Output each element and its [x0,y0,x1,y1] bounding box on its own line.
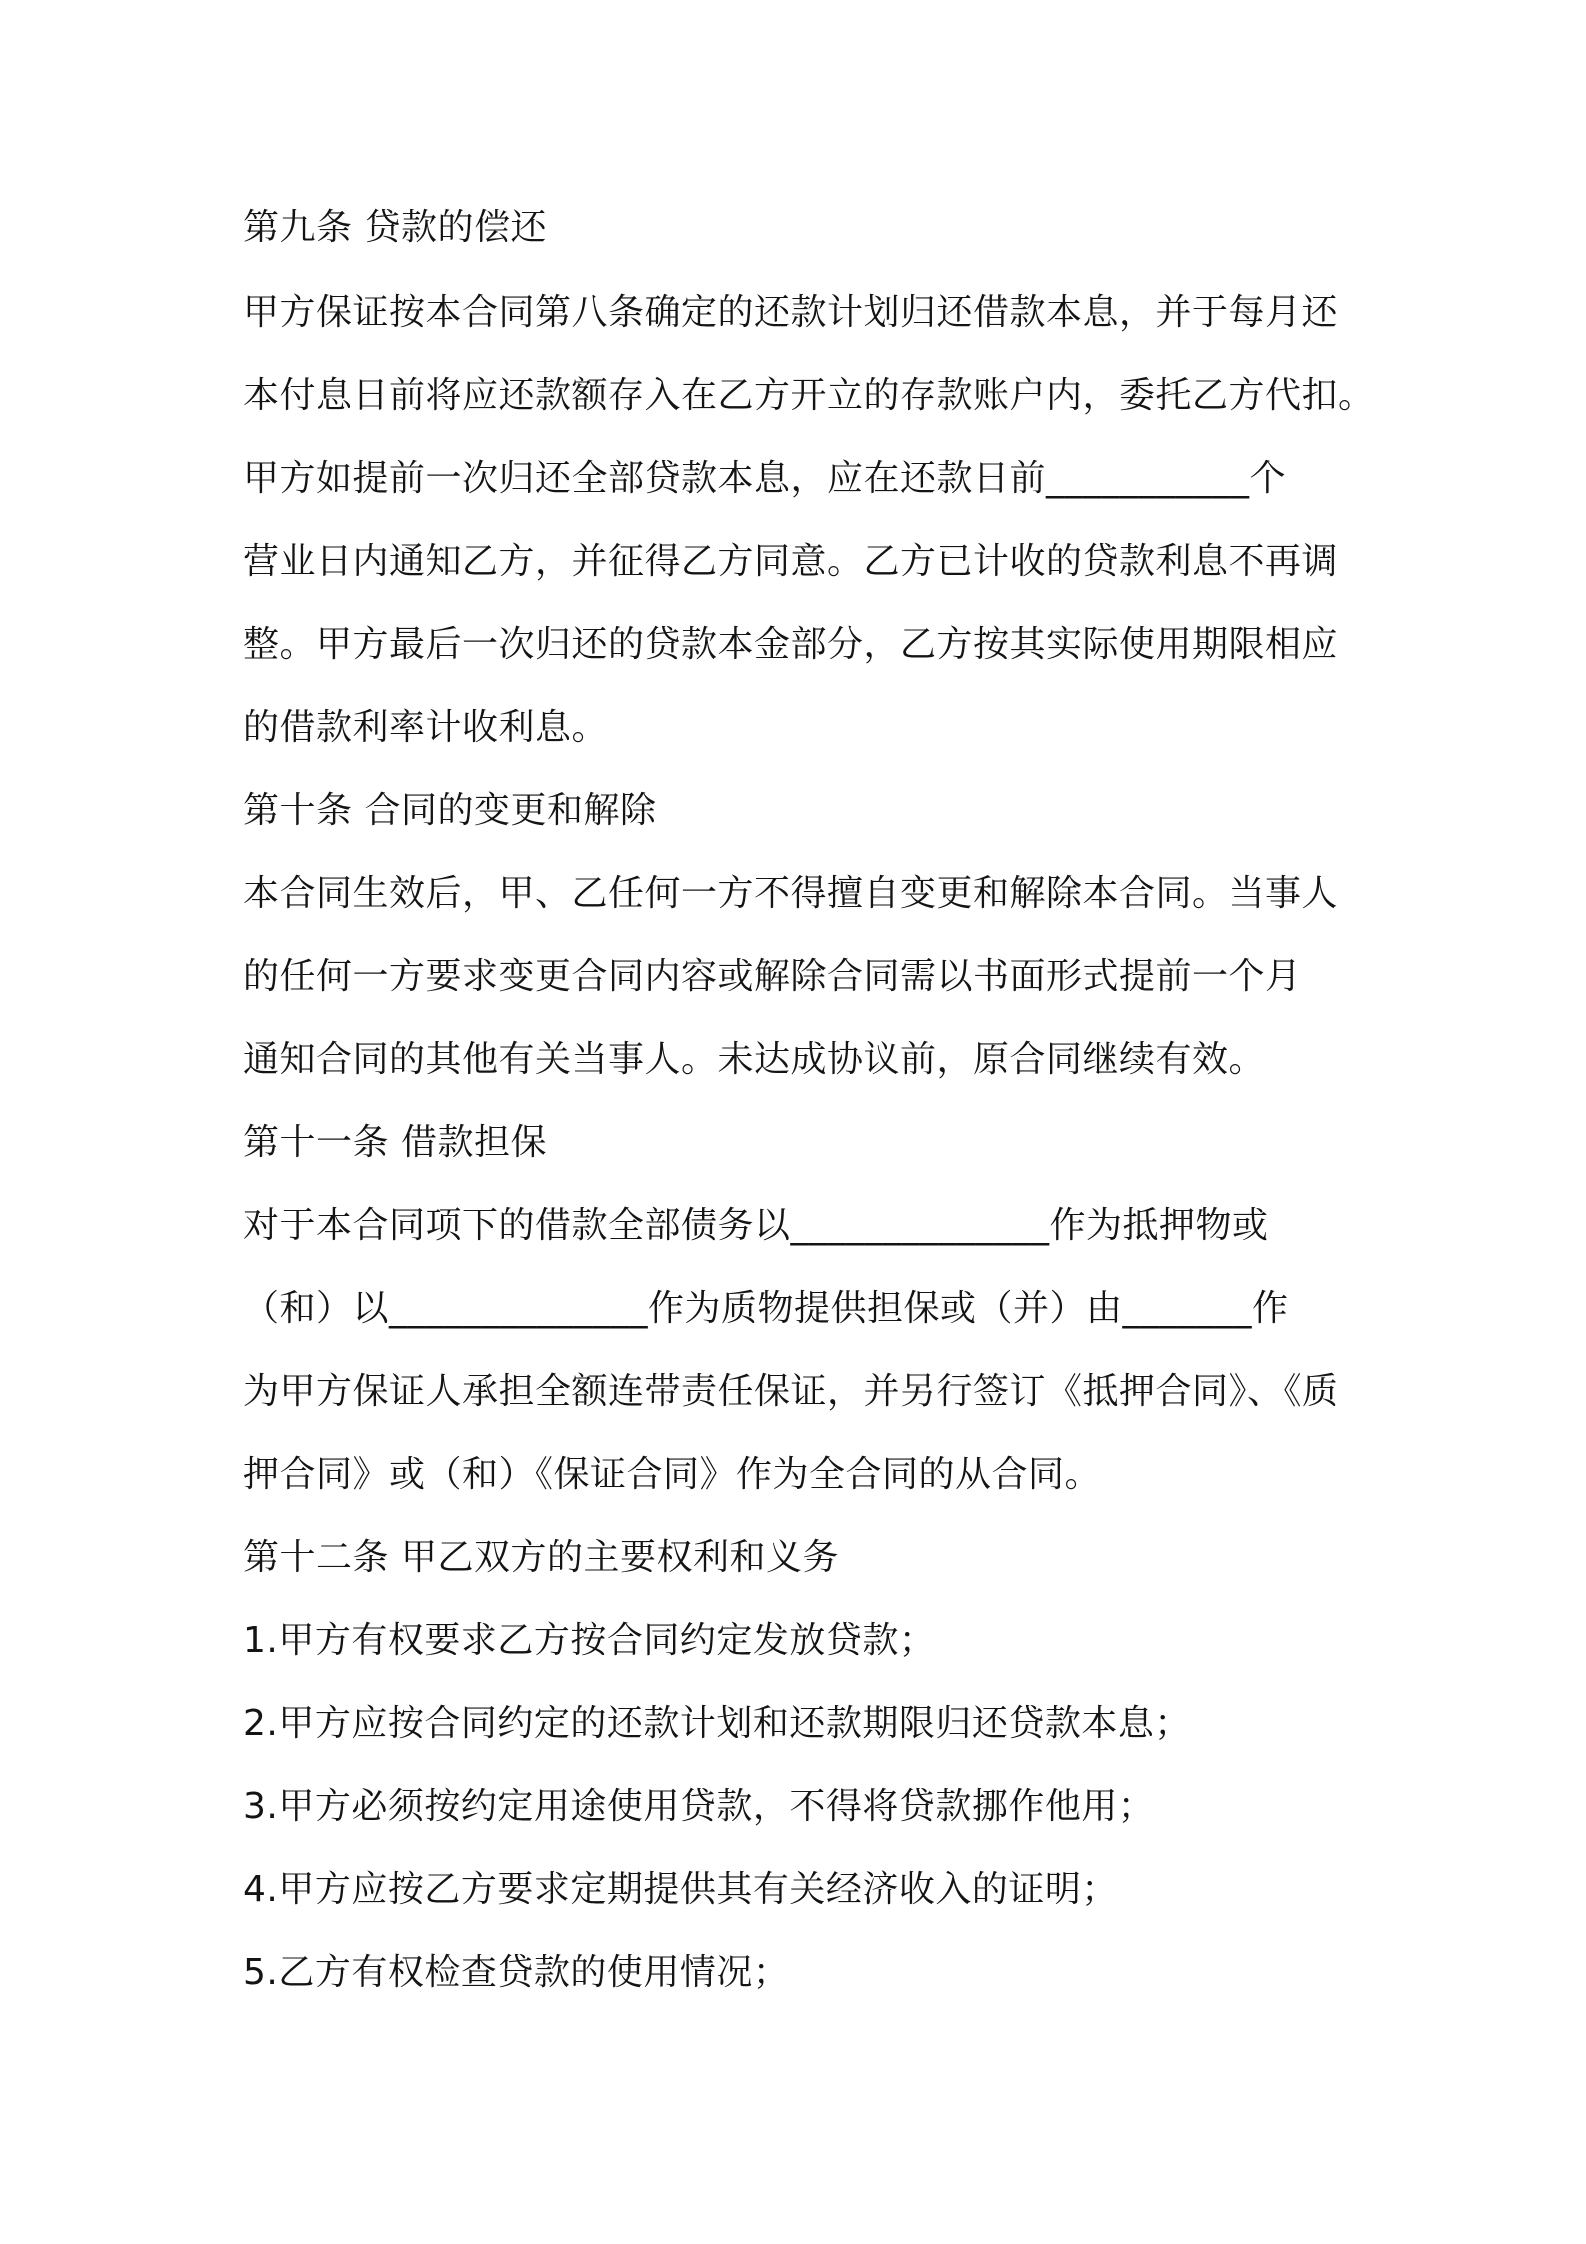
paragraph-line: 的借款利率计收利息。 [243,707,609,748]
list-item: 5.乙方有权检查贷款的使用情况； [243,1952,790,1993]
article-12-heading: 第十二条 甲乙双方的主要权利和义务 [243,1537,839,1578]
article-10-heading: 第十条 合同的变更和解除 [243,790,657,831]
paragraph-line: （和）以______________作为质物提供担保或（并）由_______作 [243,1288,1289,1329]
paragraph-line: 本付息日前将应还款额存入在乙方开立的存款账户内，委托乙方代扣。 [243,375,1375,416]
paragraph-line: 押合同》或（和）《保证合同》作为全合同的从合同。 [243,1454,1102,1495]
list-item: 3.甲方必须按约定用途使用贷款，不得将贷款挪作他用； [243,1786,1155,1827]
paragraph-line: 对于本合同项下的借款全部债务以______________作为抵押物或 [243,1205,1269,1246]
paragraph-line: 甲方如提前一次归还全部贷款本息，应在还款日前___________个 [243,458,1287,499]
list-item: 1.甲方有权要求乙方按合同约定发放贷款； [243,1620,936,1661]
paragraph-line: 的任何一方要求变更合同内容或解除合同需以书面形式提前一个月 [243,956,1302,997]
paragraph-line: 甲方保证按本合同第八条确定的还款计划归还借款本息，并于每月还 [243,292,1339,333]
list-item: 4.甲方应按乙方要求定期提供其有关经济收入的证明； [243,1869,1118,1910]
paragraph-line: 本合同生效后，甲、乙任何一方不得擅自变更和解除本合同。当事人 [243,873,1339,914]
paragraph-line: 整。甲方最后一次归还的贷款本金部分，乙方按其实际使用期限相应 [243,624,1339,665]
article-11-heading: 第十一条 借款担保 [243,1122,547,1163]
paragraph-line: 通知合同的其他有关当事人。未达成协议前，原合同继续有效。 [243,1039,1266,1080]
list-item: 2.甲方应按合同约定的还款计划和还款期限归还贷款本息； [243,1703,1191,1744]
paragraph-line: 为甲方保证人承担全额连带责任保证，并另行签订《抵押合同》、《质 [243,1371,1339,1412]
article-9-heading: 第九条 贷款的偿还 [243,207,547,248]
paragraph-line: 营业日内通知乙方，并征得乙方同意。乙方已计收的贷款利息不再调 [243,541,1339,582]
